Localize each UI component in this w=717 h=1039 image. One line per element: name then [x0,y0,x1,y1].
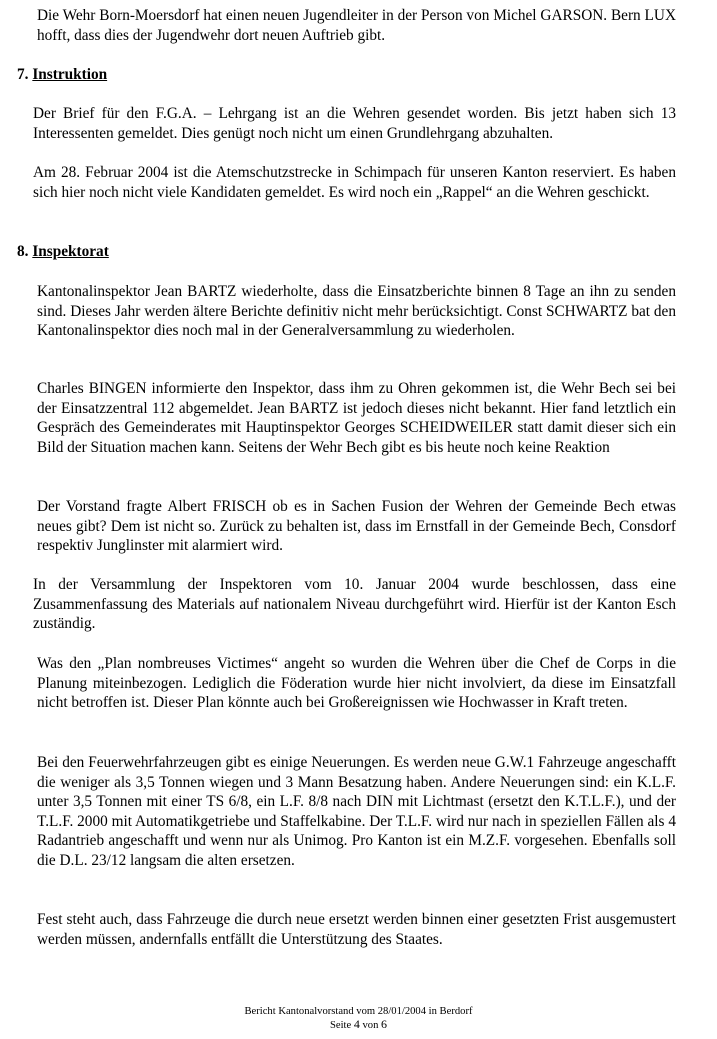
section-number: 8. [17,243,29,260]
paragraph-atemschutzstrecke: Am 28. Februar 2004 ist die Atemschutzstrecke in Schimpach für unseren Kanton reserviert. Es haben sich hier noch nicht viele Kandidaten gemeldet. Es wird noch ein „Rappel“ an die Wehren geschickt. [33,164,676,201]
section-heading-inspektorat [17,242,109,262]
footer-page-total: 6 [381,1017,388,1031]
paragraph-jugendleiter: Die Wehr Born-Moersdorf hat einen neuen Jugendleiter in der Person von Michel GARSON. Bern LUX hofft, dass dies der Jugendwehr dort neuen Auftrieb gibt. [37,7,676,44]
footer-page-current: 4 [353,1017,360,1031]
paragraph-fahrzeuge: Bei den Feuerwehrfahrzeugen gibt es einige Neuerungen. Es werden neue G.W.1 Fahrzeuge angeschafft die weniger als 3,5 Tonnen wiegen und 3 Mann Besatzung haben. Andere Neuerungen sind: ein K.L.F. unter 3,5 Tonnen mit einer TS 6/8, ein L.F. 8/8 nach DIN mit Lichtmast (ersetzt den K.T.L.F.), und der T.L.F. 2000 mit Automatikgetriebe und Staffelkabine. Der T.L.F. wird nur nach in speziellen Fällen als 4 Radantrieb angeschafft und wenn nur als Unimog. Pro Kanton ist ein M.Z.F. vorgesehen. Ebenfalls soll die D.L. 23/12 langsam die alten ersetzen. [37,754,676,869]
section-heading-instruktion [17,65,107,85]
footer-page-prefix: Seite [329,1020,352,1031]
section-title: Inspektorat [32,243,109,260]
paragraph-plan-victimes: Was den „Plan nombreuses Victimes“ angeht so wurden die Wehren über die Chef de Corps in die Planung miteinbezogen. Lediglich die Föderation wurde hier nicht involviert, da diese im Einsatzfall nicht betroffen ist. Dieser Plan könnte auch bei Großereignissen wie Hochwasser in Kraft treten. [37,655,676,712]
section-number: 7. [17,66,29,83]
section-title: Instruktion [32,66,108,83]
paragraph-einsatzberichte: Kantonalinspektor Jean BARTZ wiederholte, dass die Einsatzberichte binnen 8 Tage an ihn zu senden sind. Dieses Jahr werden ältere Berichte definitiv nicht mehr berücksichtigt. Const SCHWARTZ bat den Kantonalinspektor dies noch mal in der Generalversammlung zu wiederholen. [37,283,676,340]
footer-report-line: Bericht Kantonalvorstand vom 28/01/2004 in Berdorf [244,1006,473,1017]
paragraph-wehr-bech: Charles BINGEN informierte den Inspektor, dass ihm zu Ohren gekommen ist, die Wehr Bech sei bei der Einsatzzentral 112 abgemeldet. Jean BARTZ ist jedoch dieses nicht bekannt. Hier fand letztlich ein Gespräch des Gemeinderates mit Hauptinspektor Georges SCHEIDWEILER statt damit dieser sich ein Bild der Situation machen kann. Seitens der Wehr Bech gibt es bis heute noch keine Reaktion [37,380,676,456]
paragraph-inspektoren-versammlung: In der Versammlung der Inspektoren vom 10. Januar 2004 wurde beschlossen, dass eine Zusammenfassung des Materials auf nationalem Niveau durchgeführt wird. Hierfür ist der Kanton Esch zuständig. [33,576,676,633]
paragraph-fusion: Der Vorstand fragte Albert FRISCH ob es in Sachen Fusion der Wehren der Gemeinde Bech etwas neues gibt? Dem ist nicht so. Zurück zu behalten ist, dass im Ernstfall in der Gemeinde Bech, Consdorf respektiv Junglinster mit alarmiert wird. [37,498,676,555]
paragraph-fga-lehrgang: Der Brief für den F.G.A. – Lehrgang ist an die Wehren gesendet worden. Bis jetzt haben sich 13 Interessenten gemeldet. Dies genügt noch nicht um einen Grundlehrgang abzuhalten. [33,105,676,142]
footer-page-sep: von [362,1020,379,1031]
footer-page-number [0,1018,717,1032]
paragraph-ausmusterung: Fest steht auch, dass Fahrzeuge die durch neue ersetzt werden binnen einer gesetzten Frist ausgemustert werden müssen, andernfalls entfällt die Unterstützung des Staates. [37,911,676,948]
page-footer [0,1005,717,1032]
